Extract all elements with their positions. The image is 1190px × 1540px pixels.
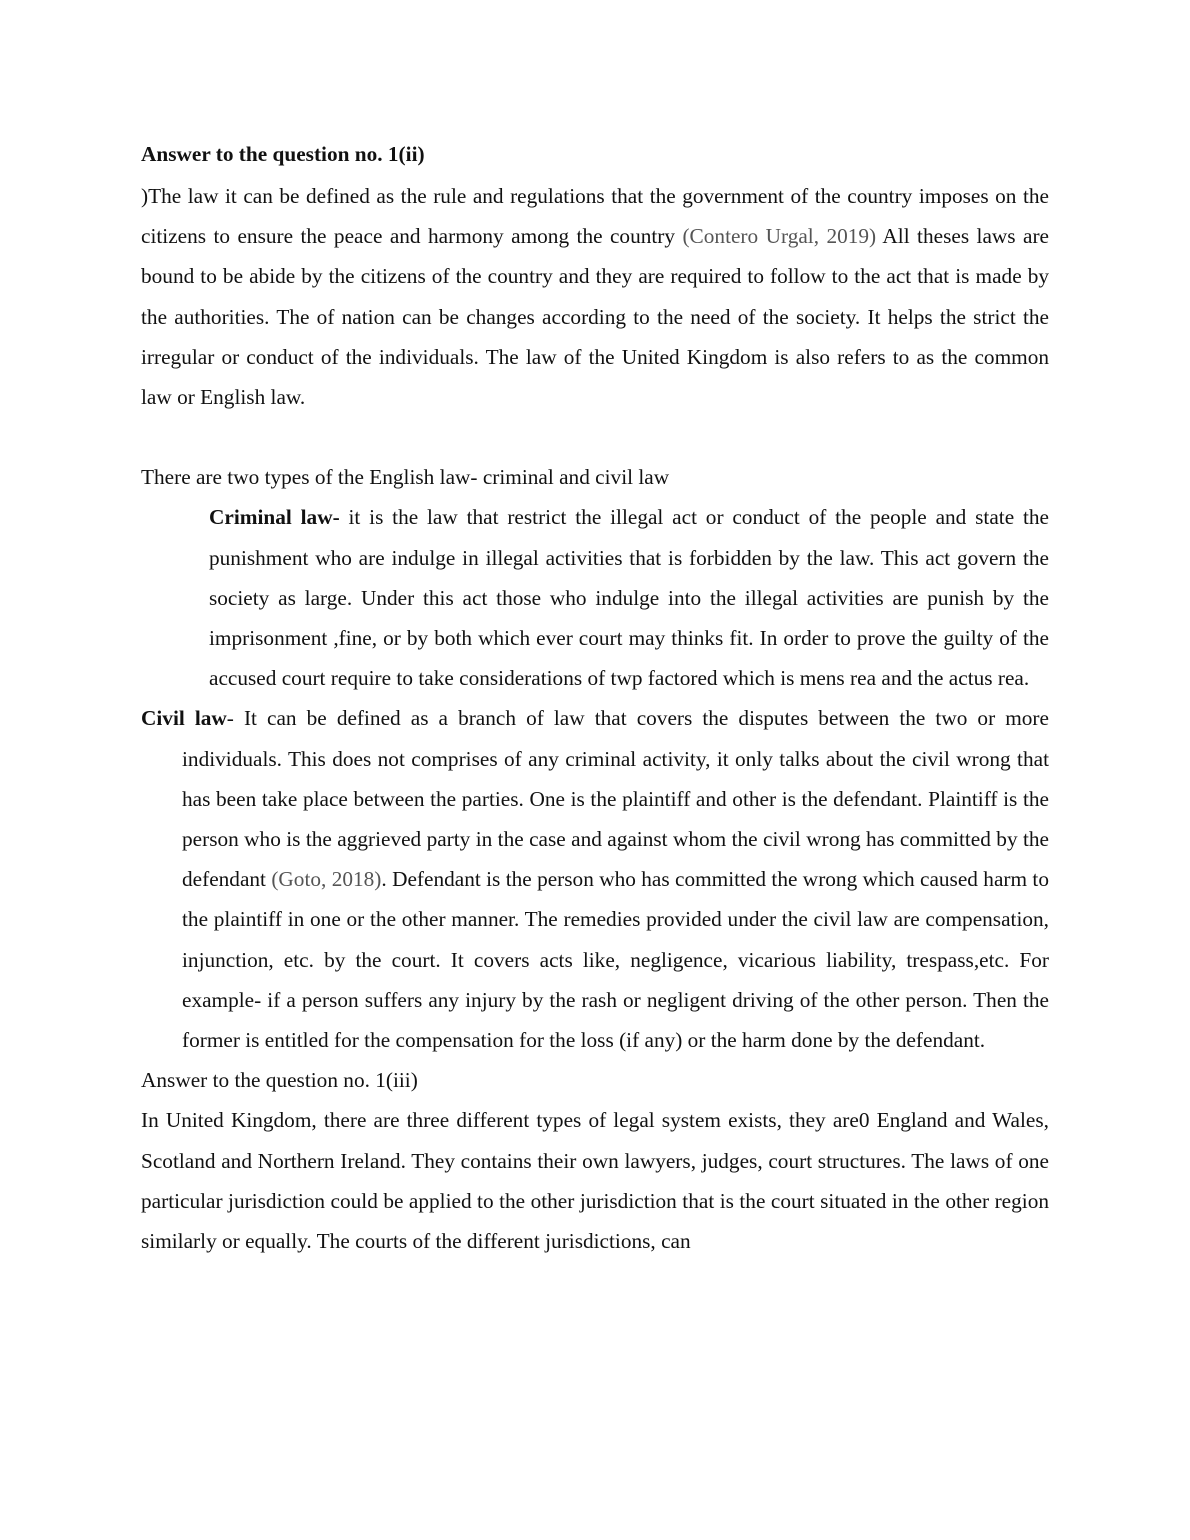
citation-contero-urgal: (Contero Urgal, 2019)	[682, 224, 877, 249]
law-types-intro: There are two types of the English law- criminal and civil law	[141, 465, 670, 490]
citation-goto: (Goto, 2018)	[271, 867, 382, 892]
criminal-law-paragraph	[209, 497, 1049, 698]
civil-law-text-1: - It can be defined as a branch of law that covers the disputes between the two or more individuals. This does not comprises of any criminal activity, it only talks about the civil wrong that has been take place between the parties. One is the plaintiff and other is the defendant. Plaintiff is the person who is the aggrieved party in the case and against whom the civil wrong has committed by the defendant	[182, 706, 1049, 892]
document-page	[141, 136, 1049, 1261]
paragraph-spacer	[141, 417, 1049, 457]
question-heading-1ii: Answer to the question no. 1(ii)	[141, 142, 425, 166]
civil-law-text-2: . Defendant is the person who has committed the wrong which caused harm to the plaintiff in one or the other manner. The remedies provided under the civil law are compensation, injunction, etc. by the court. It covers acts like, negligence, vicarious liability, trespass,etc. For example- if a person suffers any injury by the rash or negligent driving of the other person. Then the former is entitled for the compensation for the loss (if any) or the harm done by the defendant.	[182, 867, 1049, 1053]
criminal-law-term: Criminal law-	[209, 505, 340, 530]
criminal-law-text: it is the law that restrict the illegal act or conduct of the people and state the punishment who are indulge in illegal activities that is forbidden by the law. This act govern the society as large. Under this act those who indulge into the illegal activities are punish by the imprisonment ,fine, or by both which ever court may thinks fit. In order to prove the guilty of the accused court require to take considerations of twp factored which is mens rea and the actus rea.	[209, 505, 1050, 691]
uk-legal-systems-paragraph: In United Kingdom, there are three different types of legal system exists, they are0 England and Wales, Scotland and Northern Ireland. They contains their own lawyers, judges, court structures. The laws of one particular jurisdiction could be applied to the other jurisdiction that is the court situated in the other region similarly or equally. The courts of the different jurisdictions, can	[141, 1108, 1049, 1254]
civil-law-term: Civil law	[141, 706, 227, 731]
law-definition-text-1: )The law it can be defined as the rule and regulations that the government of the country imposes on the citizens to ensure the peace and harmony among the country	[141, 184, 1049, 249]
law-definition-paragraph	[141, 176, 1049, 417]
question-heading-1iii: Answer to the question no. 1(iii)	[141, 1068, 418, 1093]
law-definition-text-2: All theses laws are bound to be abide by the citizens of the country and they are required to follow to the act that is made by the authorities. The of nation can be changes according to the need of the society. It helps the strict the irregular or conduct of the individuals. The law of the United Kingdom is also refers to as the common law or English law.	[141, 224, 1049, 410]
civil-law-paragraph	[141, 698, 1049, 1060]
